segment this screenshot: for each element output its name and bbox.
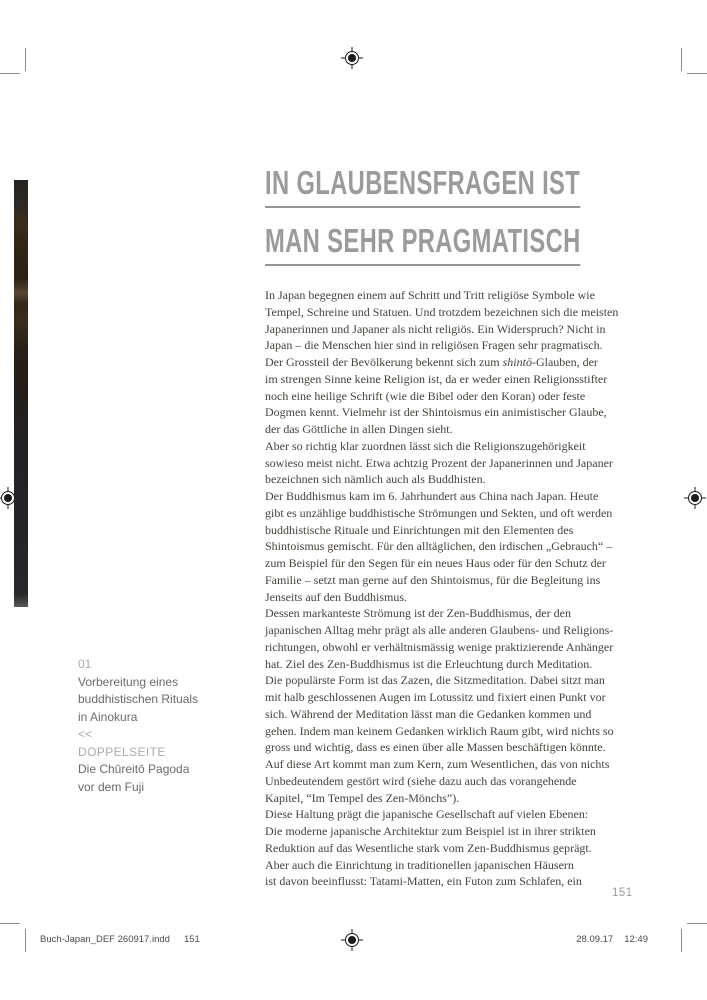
body-text-line: noch eine heilige Schrift (wie die Bibel oder den Koran) oder feste bbox=[265, 388, 586, 403]
caption-index: 01 bbox=[78, 657, 92, 671]
proof-slug-left bbox=[40, 934, 200, 945]
body-text-line: Die populärste Form ist das Zazen, die Sitzmeditation. Dabei sitzt man bbox=[265, 673, 605, 688]
registration-target-icon bbox=[341, 47, 363, 69]
body-text-line: Kapitel, “Im Tempel des Zen-Mönchs”). bbox=[265, 790, 460, 805]
caption-line: Die Chūreitō Pagoda bbox=[78, 762, 190, 776]
crop-mark bbox=[681, 929, 682, 952]
body-text-line: Auf diese Art kommt man zum Kern, zum Wesentlichen, das von nichts bbox=[265, 757, 610, 771]
body-text-line: mit halb geschlossenen Augen im Lotussitz und fixiert einen Punkt vor bbox=[265, 690, 606, 704]
body-text-line: bezeichnen sich nämlich auch als Buddhisten. bbox=[265, 472, 486, 487]
proof-page-ref: 151 bbox=[183, 934, 200, 945]
caption-line: buddhistischen Rituals bbox=[78, 692, 199, 706]
body-text-line: Familie – setzt man gerne auf den Shintoismus, für die Begleitung ins bbox=[265, 572, 601, 587]
body-text-line: In Japan begegnen einem auf Schritt und Tritt religiöse Symbole wie bbox=[265, 288, 595, 302]
chapter-heading-line-2: MAN SEHR PRAGMATISCH bbox=[265, 224, 581, 266]
body-text-line: Der Buddhismus kam im 6. Jahrhundert aus China nach Japan. Heute bbox=[265, 489, 599, 503]
caption-photo-lines bbox=[78, 674, 198, 727]
crop-mark bbox=[0, 923, 20, 924]
crop-mark bbox=[0, 73, 20, 74]
caption-line: in Ainokura bbox=[78, 709, 138, 724]
body-text-line: im strengen Sinne keine Religion ist, da er weder einen Religionsstifter bbox=[265, 371, 608, 386]
caption-line: Vorbereitung eines bbox=[78, 674, 179, 689]
body-text-line: richtungen, obwohl er verhältnismässig wenige praktizierende Anhänger bbox=[265, 639, 614, 654]
body-text-line: Dessen markanteste Strömung ist der Zen-Buddhismus, der den bbox=[265, 606, 571, 621]
registration-target-icon bbox=[684, 487, 706, 509]
body-text-line: ist davon beeinflusst: Tatami-Matten, ein Futon zum Schlafen, ein bbox=[265, 874, 582, 889]
caption-spread-marker: << bbox=[78, 727, 93, 741]
body-text-line: Tempel, Schreine und Statuen. Und trotzdem bezeichnen sich die meisten bbox=[265, 304, 619, 319]
registration-target-icon bbox=[341, 929, 363, 951]
body-text-line: Jenseits auf den Buddhismus. bbox=[265, 589, 407, 604]
body-text-line: Die moderne japanische Architektur zum Beispiel ist in ihrer strikten bbox=[265, 824, 596, 838]
body-text-line: sich. Während der Meditation lässt man die Gedanken kommen und bbox=[265, 706, 592, 721]
proof-slug-right bbox=[576, 934, 648, 945]
body-text-line: Aber so richtig klar zuordnen lässt sich die Religionszugehörigkeit bbox=[265, 438, 586, 453]
body-text-line: der das Göttliche in allen Dingen sieht. bbox=[265, 422, 453, 436]
body-text-line: zum Beispiel für den Segen für ein neues Haus oder für den Schutz der bbox=[265, 556, 606, 570]
chapter-heading-line-1: IN GLAUBENSFRAGEN IST bbox=[265, 166, 580, 208]
caption-line: vor dem Fuji bbox=[78, 779, 145, 794]
body-text-line: buddhistische Rituale und Einrichtungen mit den Elementen des bbox=[265, 522, 574, 537]
crop-mark bbox=[687, 73, 707, 74]
body-text-line: Japan – die Menschen hier sind in religiösen Fragen sehr pragmatisch. bbox=[265, 338, 603, 353]
caption-spread-label: DOPPELSEITE bbox=[78, 744, 166, 759]
body-text-line: Dogmen kennt. Vielmehr ist der Shintoismus ein animistischer Glaube, bbox=[265, 405, 607, 420]
body-text-line: gross und wichtig, dass es einen über alle Massen beschäftigen könnte. bbox=[265, 740, 606, 755]
body-text-line: Aber auch die Einrichtung in traditionellen japanischen Häusern bbox=[265, 857, 574, 872]
crop-mark bbox=[687, 923, 707, 924]
crop-mark bbox=[681, 48, 682, 71]
body-text-line: Unbedeutendem gestört wird (siehe dazu auch das vorangehende bbox=[265, 773, 577, 788]
body-text-line: Shintoismus gemischt. Für den alltäglichen, den irdischen „Gebrauch“ – bbox=[265, 539, 613, 554]
body-text bbox=[265, 287, 665, 890]
proof-date: 28.09.17 bbox=[576, 934, 614, 945]
body-text-line: Reduktion auf das Wesentliche stark vom Zen-Buddhismus geprägt. bbox=[265, 840, 592, 855]
photo-caption bbox=[78, 656, 198, 796]
crop-mark bbox=[25, 929, 26, 952]
body-text-line: sowieso meist nicht. Etwa achtzig Prozent der Japanerinnen und Japaner bbox=[265, 455, 613, 470]
chapter-heading bbox=[265, 166, 703, 282]
body-text-line: gehen. Indem man keinem Gedanken wirklich Raum gibt, wird nichts so bbox=[265, 723, 614, 738]
body-text-line: Diese Haltung prägt die japanische Gesellschaft auf vielen Ebenen: bbox=[265, 807, 589, 822]
body-text-line: Der Grossteil der Bevölkerung bekennt sich zum shintō-Glauben, der bbox=[265, 355, 598, 369]
body-text-line: gibt es unzählige buddhistische Strömungen und Sekten, und oft werden bbox=[265, 505, 613, 520]
proof-time: 12:49 bbox=[624, 934, 648, 945]
page-number: 151 bbox=[612, 887, 633, 899]
body-text-line: Japanerinnen und Japaner als nicht religiös. Ein Widerspruch? Nicht in bbox=[265, 321, 606, 336]
proof-filename: Buch-Japan_DEF 260917.indd bbox=[40, 934, 170, 945]
body-text-line: japanischen Alltag mehr prägt als alle anderen Glaubens- und Religions- bbox=[265, 623, 614, 637]
photo-bleed-strip bbox=[14, 180, 28, 607]
crop-mark bbox=[25, 48, 26, 71]
body-text-line: hat. Ziel des Zen-Buddhismus ist die Erleuchtung durch Meditation. bbox=[265, 656, 593, 671]
caption-spread-lines bbox=[78, 761, 198, 796]
